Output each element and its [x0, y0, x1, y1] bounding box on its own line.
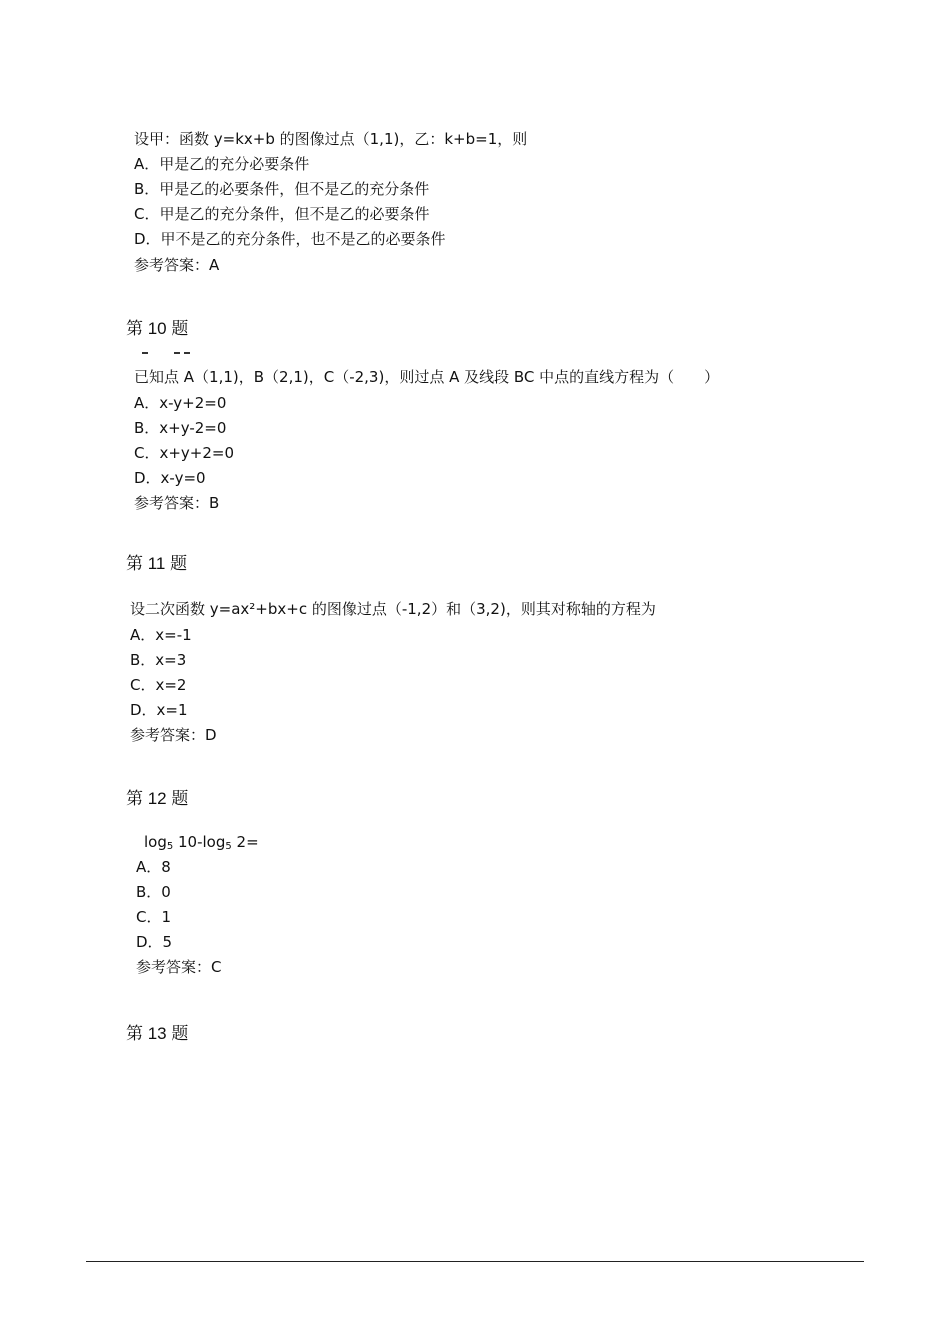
question-12-answer: 参考答案：C [136, 958, 222, 976]
question-9-option-d: D．甲不是乙的充分条件，也不是乙的必要条件 [134, 230, 446, 248]
log-base: 5 [166, 841, 174, 852]
log-text: log [144, 833, 167, 851]
question-10-option-b: B．x+y-2=0 [134, 419, 227, 437]
question-11-option-c: C．x=2 [130, 676, 187, 694]
question-9-option-b: B．甲是乙的必要条件，但不是乙的充分条件 [134, 180, 430, 198]
question-10-option-a: A．x-y+2=0 [134, 394, 227, 412]
question-12-stem [144, 833, 259, 856]
question-11-heading: 第 11 题 [126, 554, 188, 573]
question-10-heading: 第 10 题 [126, 319, 189, 338]
question-11-option-d: D．x=1 [130, 701, 188, 719]
cropped-text-fragment [140, 352, 200, 358]
log-text: 2= [231, 833, 259, 851]
log-base: 5 [225, 841, 232, 852]
question-10-answer: 参考答案：B [134, 494, 220, 512]
question-12-option-a: A．8 [136, 858, 171, 876]
question-12-heading: 第 12 题 [126, 789, 189, 808]
question-10-stem: 已知点 A（1,1)，B（2,1)，C（-2,3)，则过点 A 及线段 BC 中点的直线方程为（ ） [134, 368, 720, 386]
question-10-option-c: C．x+y+2=0 [134, 444, 235, 462]
question-9-stem: 设甲：函数 y=kx+b 的图像过点（1,1)，乙：k+b=1，则 [134, 130, 528, 148]
question-9-option-a: A．甲是乙的充分必要条件 [134, 155, 310, 173]
question-11-answer: 参考答案：D [130, 726, 217, 744]
question-13-heading: 第 13 题 [126, 1024, 189, 1043]
question-12-option-b: B．0 [136, 883, 171, 901]
question-10-option-d: D．x-y=0 [134, 469, 206, 487]
question-11-option-a: A．x=-1 [130, 626, 192, 644]
question-11-stem: 设二次函数 y=ax²+bx+c 的图像过点（-1,2）和（3,2)，则其对称轴的方程为 [130, 600, 656, 618]
question-12-option-d: D．5 [136, 933, 173, 951]
question-9-answer: 参考答案：A [134, 256, 220, 274]
question-12-option-c: C．1 [136, 908, 172, 926]
footer-divider [86, 1261, 864, 1262]
question-9-option-c: C．甲是乙的充分条件，但不是乙的必要条件 [134, 205, 430, 223]
log-text: 10-log [173, 833, 226, 851]
question-11-option-b: B．x=3 [130, 651, 187, 669]
